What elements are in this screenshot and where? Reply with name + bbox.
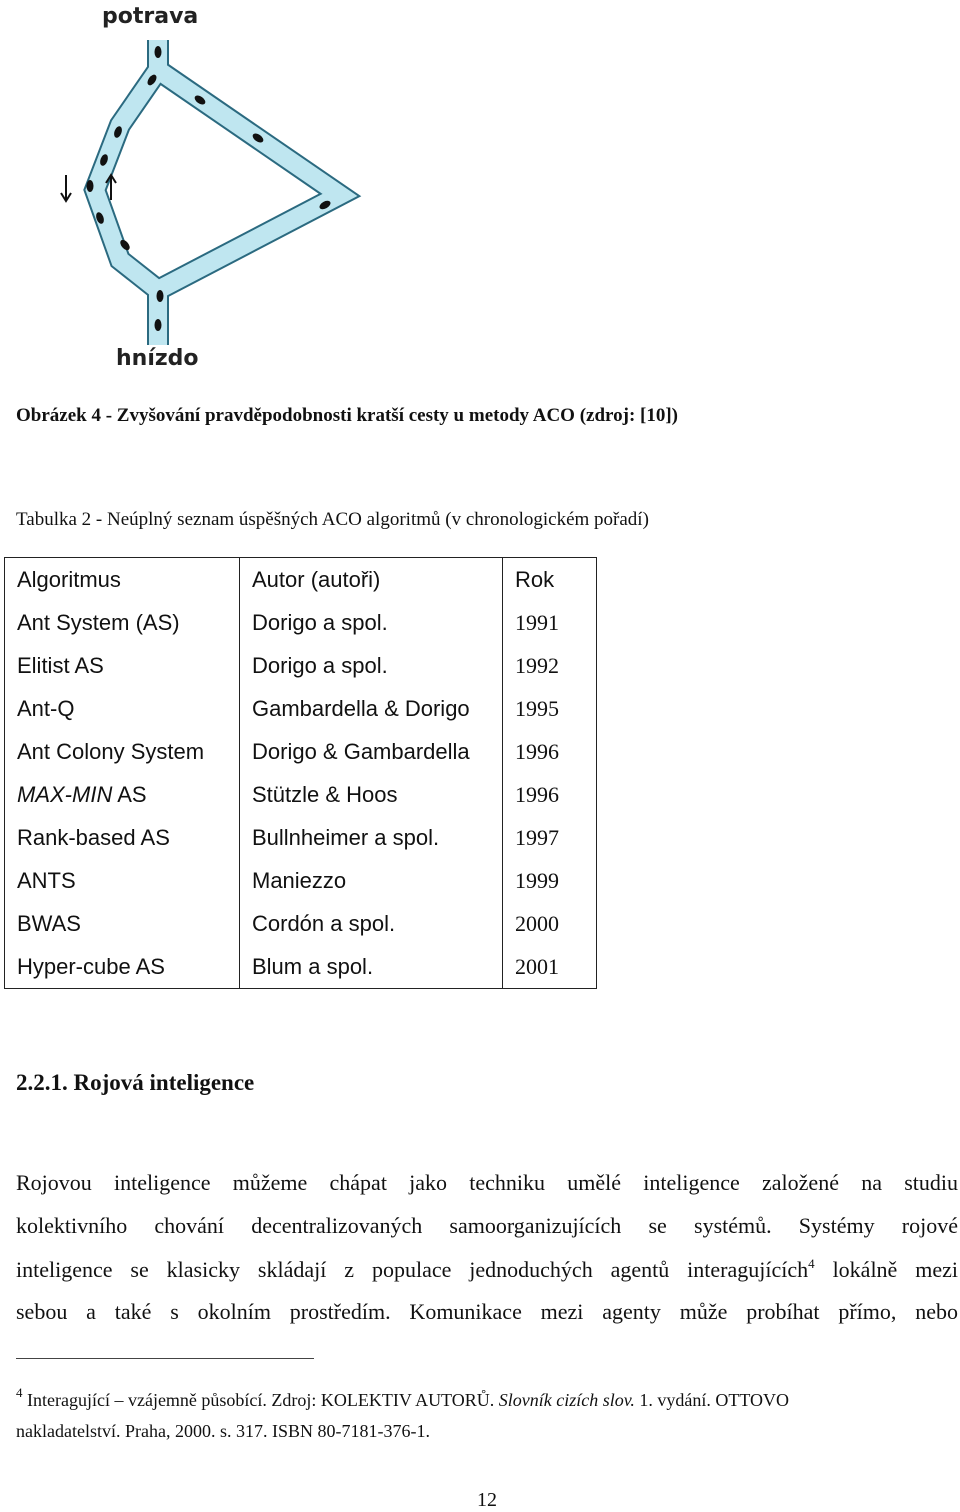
- footnote-text: Interagující – vzájemně působící. Zdroj: KOLEKTIV AUTORŮ.: [22, 1390, 499, 1410]
- cell-author: Blum a spol.: [240, 945, 503, 989]
- header-author: Autor (autoři): [240, 558, 503, 602]
- paragraph-text: lokálně mezi: [814, 1257, 958, 1282]
- cell-author: Stützle & Hoos: [240, 773, 503, 816]
- cell-algorithm: Hyper-cube AS: [5, 945, 240, 989]
- table-row: [5, 687, 597, 730]
- page-number: 12: [477, 1489, 497, 1511]
- footnote-book-title: Slovník cizích slov.: [498, 1390, 635, 1410]
- figure-caption: Obrázek 4 - Zvyšování pravděpodobnosti kratší cesty u metody ACO (zdroj: [10]): [16, 405, 679, 426]
- aco-algorithms-table: [4, 557, 597, 989]
- footnote-line: nakladatelství. Praha, 2000. s. 317. ISBN 80-7181-376-1.: [16, 1421, 430, 1441]
- table-row: [5, 945, 597, 989]
- footnote-number: 4: [16, 1385, 23, 1400]
- table-row: [5, 859, 597, 902]
- cell-author: Maniezzo: [240, 859, 503, 902]
- cell-year: 2000: [503, 902, 597, 945]
- cell-author: Cordón a spol.: [240, 902, 503, 945]
- cell-year: 1996: [503, 730, 597, 773]
- table-row: [5, 902, 597, 945]
- section-heading: 2.2.1. Rojová inteligence: [16, 1070, 255, 1095]
- cell-author: Dorigo & Gambardella: [240, 730, 503, 773]
- paragraph-line: kolektivního chování decentralizovaných samoorganizujících se systémů. Systémy rojové: [16, 1213, 958, 1238]
- table-row: [5, 730, 597, 773]
- footnote-divider: [16, 1358, 314, 1359]
- cell-year: 1997: [503, 816, 597, 859]
- footnote-ref: 4: [808, 1256, 815, 1271]
- cell-year: 1991: [503, 601, 597, 644]
- cell-year: 1999: [503, 859, 597, 902]
- footnote: [16, 1385, 789, 1411]
- cell-algorithm: Rank-based AS: [5, 816, 240, 859]
- paragraph-text: inteligence se klasicky skládají z populace jednoduchých agentů interagujících: [16, 1257, 809, 1282]
- table-row: [5, 644, 597, 687]
- paragraph-line: sebou a také s okolním prostředím. Komunikace mezi agenty může probíhat přímo, nebo: [16, 1299, 958, 1324]
- table-caption: Tabulka 2 - Neúplný seznam úspěšných ACO algoritmů (v chronologickém pořadí): [16, 509, 649, 530]
- cell-year: 1995: [503, 687, 597, 730]
- footnote-text: 1. vydání. OTTOVO: [634, 1390, 790, 1410]
- cell-year: 2001: [503, 945, 597, 989]
- cell-algorithm: ANTS: [5, 859, 240, 902]
- cell-algorithm: Ant-Q: [5, 687, 240, 730]
- ant-path-figure: [55, 0, 385, 380]
- cell-author: Dorigo a spol.: [240, 601, 503, 644]
- cell-algorithm: [5, 773, 240, 816]
- table-header-row: [5, 558, 597, 602]
- header-year: Rok: [503, 558, 597, 602]
- cell-algorithm: Ant Colony System: [5, 730, 240, 773]
- header-algorithm: Algoritmus: [5, 558, 240, 602]
- table-row: [5, 601, 597, 644]
- ants: [87, 46, 332, 331]
- cell-year: 1992: [503, 644, 597, 687]
- cell-algorithm: Elitist AS: [5, 644, 240, 687]
- cell-author: Bullnheimer a spol.: [240, 816, 503, 859]
- table-row: [5, 816, 597, 859]
- nest-label: hnízdo: [116, 346, 199, 371]
- cell-algorithm-rest: AS: [112, 781, 147, 807]
- cell-author: Dorigo a spol.: [240, 644, 503, 687]
- paragraph-line: Rojovou inteligence můžeme chápat jako techniku umělé inteligence založené na studiu: [16, 1170, 958, 1195]
- table-row: [5, 773, 597, 816]
- cell-author: Gambardella & Dorigo: [240, 687, 503, 730]
- cell-algorithm: Ant System (AS): [5, 601, 240, 644]
- cell-algorithm: BWAS: [5, 902, 240, 945]
- cell-year: 1996: [503, 773, 597, 816]
- cell-algorithm-italic: MAX-MIN: [17, 781, 113, 807]
- paragraph-line: [16, 1256, 958, 1283]
- food-label: potrava: [102, 4, 199, 29]
